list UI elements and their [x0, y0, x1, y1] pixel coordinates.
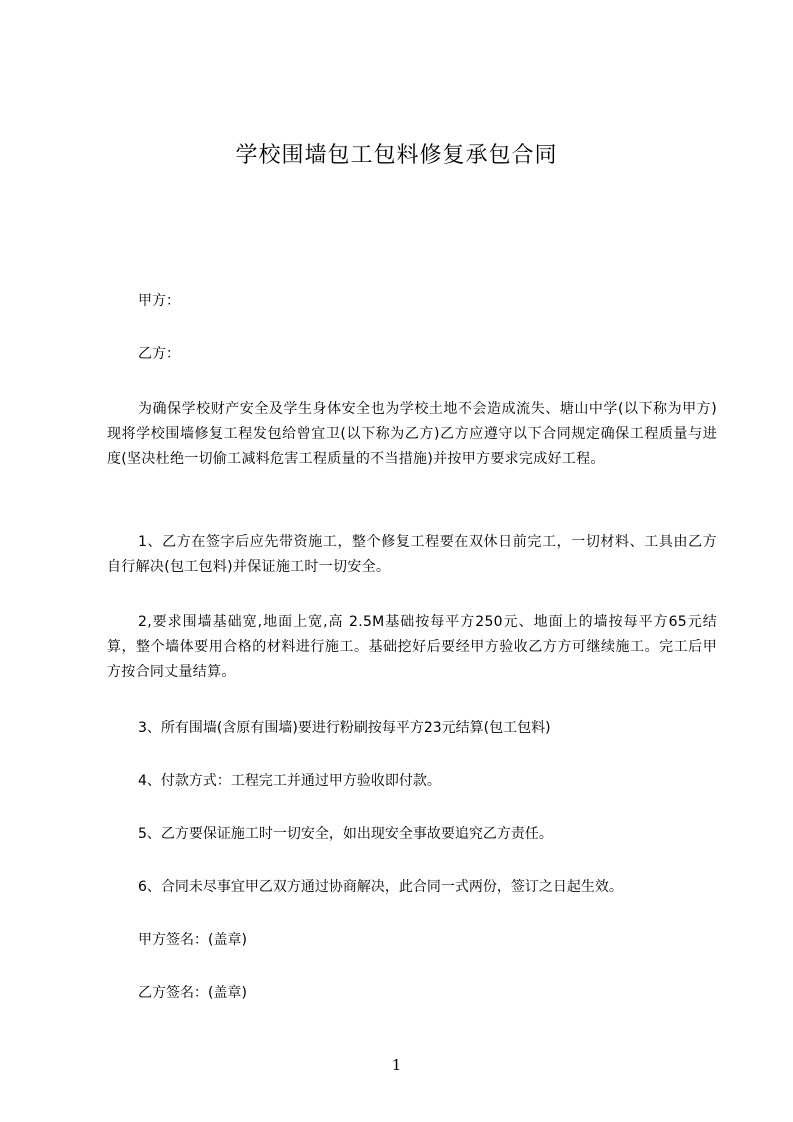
- party-a-label: 甲方：: [138, 293, 180, 309]
- clause-2: 2,要求围墙基础宽,地面上宽,高 2.5M基础按每平方250元、地面上的墙按每平方65元结算，整个墙体要用合格的材料进行施工。基础挖好后要经甲方验收乙方方可继续施工。完工后甲方按合同丈量结算。: [107, 614, 717, 680]
- clause-5: 5、乙方要保证施工时一切安全，如出现安全事故要追究乙方责任。: [138, 826, 553, 842]
- document-title: 学校围墙包工包料修复承包合同: [235, 143, 558, 168]
- intro-paragraph: 为确保学校财产安全及学生身体安全也为学校土地不会造成流失、塘山中学(以下称为甲方)现将学校围墙修复工程发包给曾宜卫(以下称为乙方)乙方应遵守以下合同规定确保工程质量与进度(坚决杜绝一切偷工减料危害工程质量的不当措施)并按甲方要求完成好工程。: [107, 401, 717, 467]
- signature-party-b: 乙方签名：(盖章): [138, 985, 247, 1001]
- clause-3: 3、所有围墙(含原有围墙)要进行粉刷按每平方23元结算(包工包料): [138, 720, 551, 736]
- page-number: 1: [391, 1056, 402, 1074]
- clause-4: 4、付款方式：工程完工并通过甲方验收即付款。: [138, 773, 441, 789]
- party-b-label: 乙方：: [138, 346, 180, 362]
- clause-6: 6、合同未尽事宜甲乙双方通过协商解决，此合同一式两份，签订之日起生效。: [138, 879, 623, 895]
- clause-1: 1、乙方在签字后应先带资施工，整个修复工程要在双休日前完工，一切材料、工具由乙方自行解决(包工包料)并保证施工时一切安全。: [107, 534, 717, 575]
- signature-party-a: 甲方签名：(盖章): [138, 932, 247, 948]
